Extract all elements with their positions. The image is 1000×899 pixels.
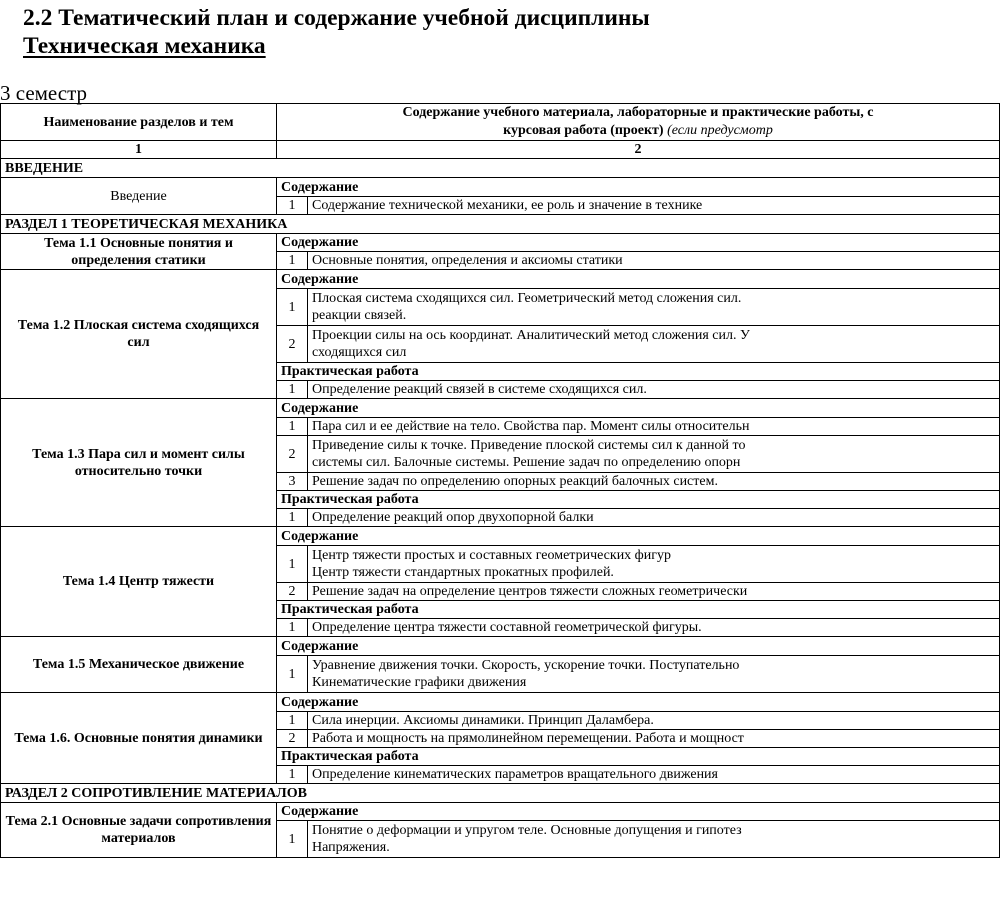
- column-header-content: [277, 104, 1000, 141]
- item-text: [308, 656, 1000, 693]
- practice-label: Практическая работа: [277, 748, 1000, 766]
- item-text-line: реакции связей.: [312, 308, 407, 323]
- topic-1-3: Тема 1.3 Пара сил и момент силы относительно точки: [1, 399, 277, 527]
- column-number-2: 2: [277, 141, 1000, 159]
- item-text: Определение реакций связей в системе сходящихся сил.: [308, 381, 1000, 399]
- item-number: 1: [277, 289, 308, 326]
- thematic-plan-table-wrapper: [0, 103, 874, 873]
- item-number: 1: [277, 509, 308, 527]
- content-label: Содержание: [277, 399, 1000, 418]
- item-text: Пара сил и ее действие на тело. Свойства пар. Момент силы относительн: [308, 418, 1000, 436]
- table-header-row: [1, 104, 1000, 141]
- table-row: [1, 803, 1000, 821]
- item-number: 1: [277, 821, 308, 858]
- item-text-line: Центр тяжести стандартных прокатных профилей.: [312, 565, 614, 580]
- topic-introduction: Введение: [1, 178, 277, 215]
- item-number: 1: [277, 712, 308, 730]
- item-text: Решение задач на определение центров тяжести сложных геометрически: [308, 583, 1000, 601]
- item-text-line: Проекции силы на ось координат. Аналитический метод сложения сил. У: [312, 328, 750, 343]
- document-heading: 2.2 Тематический план и содержание учебной дисциплины: [23, 5, 650, 31]
- table-row: [1, 178, 1000, 197]
- table-row: [1, 270, 1000, 289]
- content-label: Содержание: [277, 178, 1000, 197]
- item-text: [308, 546, 1000, 583]
- topic-1-6: Тема 1.6. Основные понятия динамики: [1, 693, 277, 784]
- content-label: Содержание: [277, 693, 1000, 712]
- column-header-sections: Наименование разделов и тем: [1, 104, 277, 141]
- item-text: Работа и мощность на прямолинейном перемещении. Работа и мощност: [308, 730, 1000, 748]
- item-number: 1: [277, 656, 308, 693]
- item-number: 1: [277, 766, 308, 784]
- item-text: [308, 821, 1000, 858]
- topic-1-1: Тема 1.1 Основные понятия и определения статики: [1, 234, 277, 270]
- item-number: 2: [277, 583, 308, 601]
- section-row: [1, 159, 1000, 178]
- item-text: [308, 289, 1000, 326]
- item-text-line: Понятие о деформации и упругом теле. Основные допущения и гипотез: [312, 823, 742, 838]
- item-text: Решение задач по определению опорных реакций балочных систем.: [308, 473, 1000, 491]
- item-number: 3: [277, 473, 308, 491]
- item-text-line: Приведение силы к точке. Приведение плоской системы сил к данной то: [312, 438, 746, 453]
- item-text-line: сходящихся сил: [312, 345, 407, 360]
- item-number: 1: [277, 546, 308, 583]
- item-text-line: Центр тяжести простых и составных геометрических фигур: [312, 548, 671, 563]
- semester-label: 3 семестр: [0, 81, 88, 105]
- item-text: Определение реакций опор двухопорной балки: [308, 509, 1000, 527]
- table-row: [1, 527, 1000, 546]
- item-number: 1: [277, 418, 308, 436]
- content-label: Содержание: [277, 637, 1000, 656]
- item-text: Сила инерции. Аксиомы динамики. Принцип Даламбера.: [308, 712, 1000, 730]
- table-row: [1, 399, 1000, 418]
- item-text-line: системы сил. Балочные системы. Решение задач по определению опорн: [312, 455, 741, 470]
- column-number-row: [1, 141, 1000, 159]
- topic-1-2: Тема 1.2 Плоская система сходящихся сил: [1, 270, 277, 399]
- item-number: 2: [277, 326, 308, 363]
- discipline-title: Техническая механика: [23, 33, 266, 59]
- content-label: Содержание: [277, 803, 1000, 821]
- table-row: [1, 693, 1000, 712]
- thematic-plan-table: [0, 103, 1000, 858]
- item-number: 1: [277, 197, 308, 215]
- item-text-line: Плоская система сходящихся сил. Геометрический метод сложения сил.: [312, 291, 742, 306]
- practice-label: Практическая работа: [277, 363, 1000, 381]
- item-text: Основные понятия, определения и аксиомы статики: [308, 252, 1000, 270]
- section-row: [1, 784, 1000, 803]
- item-text: Содержание технической механики, ее роль и значение в технике: [308, 197, 1000, 215]
- practice-label: Практическая работа: [277, 491, 1000, 509]
- content-label: Содержание: [277, 270, 1000, 289]
- item-text: [308, 326, 1000, 363]
- item-number: 1: [277, 252, 308, 270]
- topic-2-1: Тема 2.1 Основные задачи сопротивления материалов: [1, 803, 277, 858]
- content-label: Содержание: [277, 234, 1000, 252]
- item-text: Определение центра тяжести составной геометрической фигуры.: [308, 619, 1000, 637]
- column-header-content-line1: Содержание учебного материала, лабораторные и практические работы, с: [402, 105, 874, 120]
- item-number: 2: [277, 436, 308, 473]
- section-row: [1, 215, 1000, 234]
- column-header-optional-note: (если предусмотр: [667, 123, 773, 138]
- item-text: [308, 436, 1000, 473]
- content-label: Содержание: [277, 527, 1000, 546]
- item-number: 1: [277, 381, 308, 399]
- item-text-line: Уравнение движения точки. Скорость, ускорение точки. Поступательно: [312, 658, 740, 673]
- column-header-content-line2: [281, 122, 995, 140]
- table-row: [1, 637, 1000, 656]
- column-number-1: 1: [1, 141, 277, 159]
- item-number: 1: [277, 619, 308, 637]
- item-text-line: Кинематические графики движения: [312, 675, 527, 690]
- topic-1-4: Тема 1.4 Центр тяжести: [1, 527, 277, 637]
- item-number: 2: [277, 730, 308, 748]
- practice-label: Практическая работа: [277, 601, 1000, 619]
- section-2-strength-of-materials: РАЗДЕЛ 2 СОПРОТИВЛЕНИЕ МАТЕРИАЛОВ: [1, 784, 1000, 803]
- column-header-course-work: курсовая работа (проект): [503, 123, 664, 138]
- topic-1-5: Тема 1.5 Механическое движение: [1, 637, 277, 693]
- item-text: Определение кинематических параметров вращательного движения: [308, 766, 1000, 784]
- table-row: [1, 234, 1000, 252]
- section-introduction: ВВЕДЕНИЕ: [1, 159, 1000, 178]
- section-1-theoretical-mechanics: РАЗДЕЛ 1 ТЕОРЕТИЧЕСКАЯ МЕХАНИКА: [1, 215, 1000, 234]
- item-text-line: Напряжения.: [312, 840, 390, 855]
